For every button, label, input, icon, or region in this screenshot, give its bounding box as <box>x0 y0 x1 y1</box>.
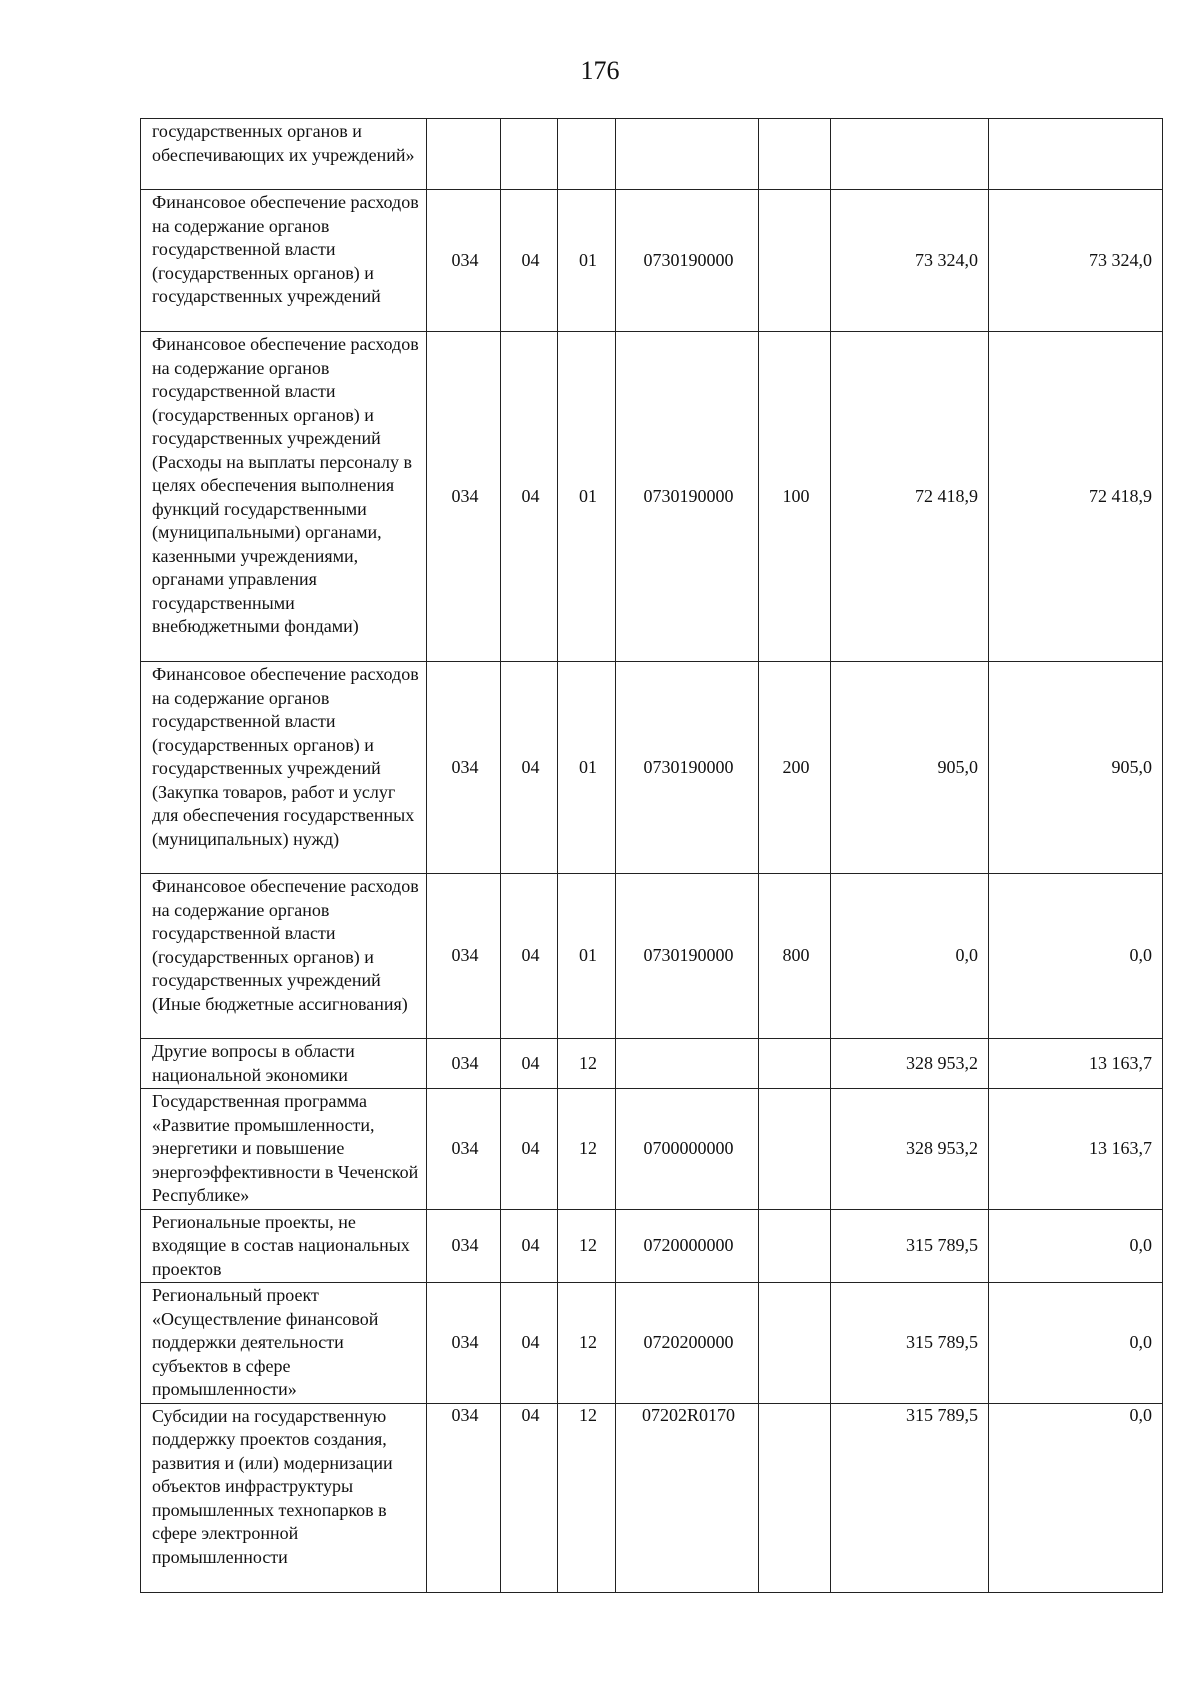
name-cell: Государственная программа «Развитие промышленности, энергетики и повышение энергоэффективности в Чеченской Республике» <box>141 1089 427 1210</box>
table-row <box>141 874 1163 1039</box>
ministry-code-cell: 034 <box>427 874 501 1039</box>
target-article-cell: 0730190000 <box>616 332 759 662</box>
ministry-code-cell: 034 <box>427 190 501 332</box>
page-number: 176 <box>580 56 620 85</box>
ministry-code-cell: 034 <box>427 1089 501 1210</box>
amount-year-1-cell: 315 789,5 <box>831 1283 989 1404</box>
table-row <box>141 1209 1163 1283</box>
name-cell: государственных органов и обеспечивающих их учреждений» <box>141 119 427 190</box>
ministry-code-cell: 034 <box>427 1039 501 1089</box>
target-article-cell: 0730190000 <box>616 662 759 874</box>
amount-year-2-cell: 0,0 <box>989 1403 1163 1592</box>
table-row <box>141 332 1163 662</box>
amount-year-2-cell: 73 324,0 <box>989 190 1163 332</box>
target-article-cell: 0730190000 <box>616 190 759 332</box>
name-cell: Другие вопросы в области национальной экономики <box>141 1039 427 1089</box>
amount-year-1-cell: 73 324,0 <box>831 190 989 332</box>
section-code-cell: 04 <box>501 662 558 874</box>
target-article-cell: 0700000000 <box>616 1089 759 1210</box>
expense-type-cell <box>759 1209 831 1283</box>
section-code-cell: 04 <box>501 1089 558 1210</box>
name-cell: Региональный проект «Осуществление финансовой поддержки деятельности субъектов в сфере промышленности» <box>141 1283 427 1404</box>
section-code-cell: 04 <box>501 874 558 1039</box>
subsection-code-cell: 01 <box>558 662 616 874</box>
amount-year-1-cell: 0,0 <box>831 874 989 1039</box>
expense-type-cell: 100 <box>759 332 831 662</box>
ministry-code-cell: 034 <box>427 332 501 662</box>
amount-year-2-cell: 72 418,9 <box>989 332 1163 662</box>
ministry-code-cell: 034 <box>427 662 501 874</box>
section-code-cell: 04 <box>501 1403 558 1592</box>
amount-year-1-cell: 315 789,5 <box>831 1403 989 1592</box>
target-article-cell: 07202R0170 <box>616 1403 759 1592</box>
ministry-code-cell: 034 <box>427 1283 501 1404</box>
subsection-code-cell: 01 <box>558 874 616 1039</box>
amount-year-2-cell: 0,0 <box>989 1283 1163 1404</box>
expense-type-cell <box>759 1089 831 1210</box>
subsection-code-cell <box>558 119 616 190</box>
section-code-cell <box>501 119 558 190</box>
amount-year-1-cell: 72 418,9 <box>831 332 989 662</box>
subsection-code-cell: 12 <box>558 1283 616 1404</box>
amount-year-1-cell: 328 953,2 <box>831 1039 989 1089</box>
table-row <box>141 1089 1163 1210</box>
table-body <box>141 119 1163 1593</box>
amount-year-2-cell: 905,0 <box>989 662 1163 874</box>
target-article-cell <box>616 1039 759 1089</box>
subsection-code-cell: 12 <box>558 1403 616 1592</box>
section-code-cell: 04 <box>501 332 558 662</box>
name-cell: Субсидии на государственную поддержку проектов создания, развития и (или) модернизации объектов инфраструктуры промышленных технопарков в сфере электронной промышленности <box>141 1403 427 1592</box>
expense-type-cell <box>759 1039 831 1089</box>
table-row <box>141 662 1163 874</box>
target-article-cell: 0720000000 <box>616 1209 759 1283</box>
name-cell: Финансовое обеспечение расходов на содержание органов государственной власти (государственных органов) и государственных учреждений (Закупка товаров, работ и услуг для обеспечения государственных (муниципальных) нужд) <box>141 662 427 874</box>
subsection-code-cell: 12 <box>558 1089 616 1210</box>
table-row <box>141 119 1163 190</box>
table-row <box>141 1403 1163 1592</box>
ministry-code-cell: 034 <box>427 1209 501 1283</box>
table-row <box>141 1283 1163 1404</box>
ministry-code-cell: 034 <box>427 1403 501 1592</box>
amount-year-1-cell: 328 953,2 <box>831 1089 989 1210</box>
amount-year-2-cell: 13 163,7 <box>989 1089 1163 1210</box>
subsection-code-cell: 01 <box>558 190 616 332</box>
target-article-cell: 0730190000 <box>616 874 759 1039</box>
expense-type-cell <box>759 190 831 332</box>
name-cell: Финансовое обеспечение расходов на содержание органов государственной власти (государственных органов) и государственных учреждений (Иные бюджетные ассигнования) <box>141 874 427 1039</box>
subsection-code-cell: 12 <box>558 1039 616 1089</box>
name-cell: Финансовое обеспечение расходов на содержание органов государственной власти (государственных органов) и государственных учреждений (Расходы на выплаты персоналу в целях обеспечения выполнения функций государственными (муниципальными) органами, казенными учреждениями, органами управления государственными внебюджетными фондами) <box>141 332 427 662</box>
subsection-code-cell: 01 <box>558 332 616 662</box>
amount-year-1-cell: 315 789,5 <box>831 1209 989 1283</box>
amount-year-1-cell: 905,0 <box>831 662 989 874</box>
table-row <box>141 1039 1163 1089</box>
name-cell: Финансовое обеспечение расходов на содержание органов государственной власти (государственных органов) и государственных учреждений <box>141 190 427 332</box>
ministry-code-cell <box>427 119 501 190</box>
expense-type-cell <box>759 1403 831 1592</box>
section-code-cell: 04 <box>501 1283 558 1404</box>
section-code-cell: 04 <box>501 1209 558 1283</box>
expense-type-cell <box>759 1283 831 1404</box>
target-article-cell <box>616 119 759 190</box>
expense-type-cell: 800 <box>759 874 831 1039</box>
expense-type-cell <box>759 119 831 190</box>
name-cell: Региональные проекты, не входящие в состав национальных проектов <box>141 1209 427 1283</box>
amount-year-1-cell <box>831 119 989 190</box>
subsection-code-cell: 12 <box>558 1209 616 1283</box>
amount-year-2-cell: 0,0 <box>989 1209 1163 1283</box>
amount-year-2-cell: 0,0 <box>989 874 1163 1039</box>
section-code-cell: 04 <box>501 1039 558 1089</box>
section-code-cell: 04 <box>501 190 558 332</box>
table-row <box>141 190 1163 332</box>
budget-table <box>140 118 1163 1593</box>
amount-year-2-cell: 13 163,7 <box>989 1039 1163 1089</box>
expense-type-cell: 200 <box>759 662 831 874</box>
target-article-cell: 0720200000 <box>616 1283 759 1404</box>
amount-year-2-cell <box>989 119 1163 190</box>
